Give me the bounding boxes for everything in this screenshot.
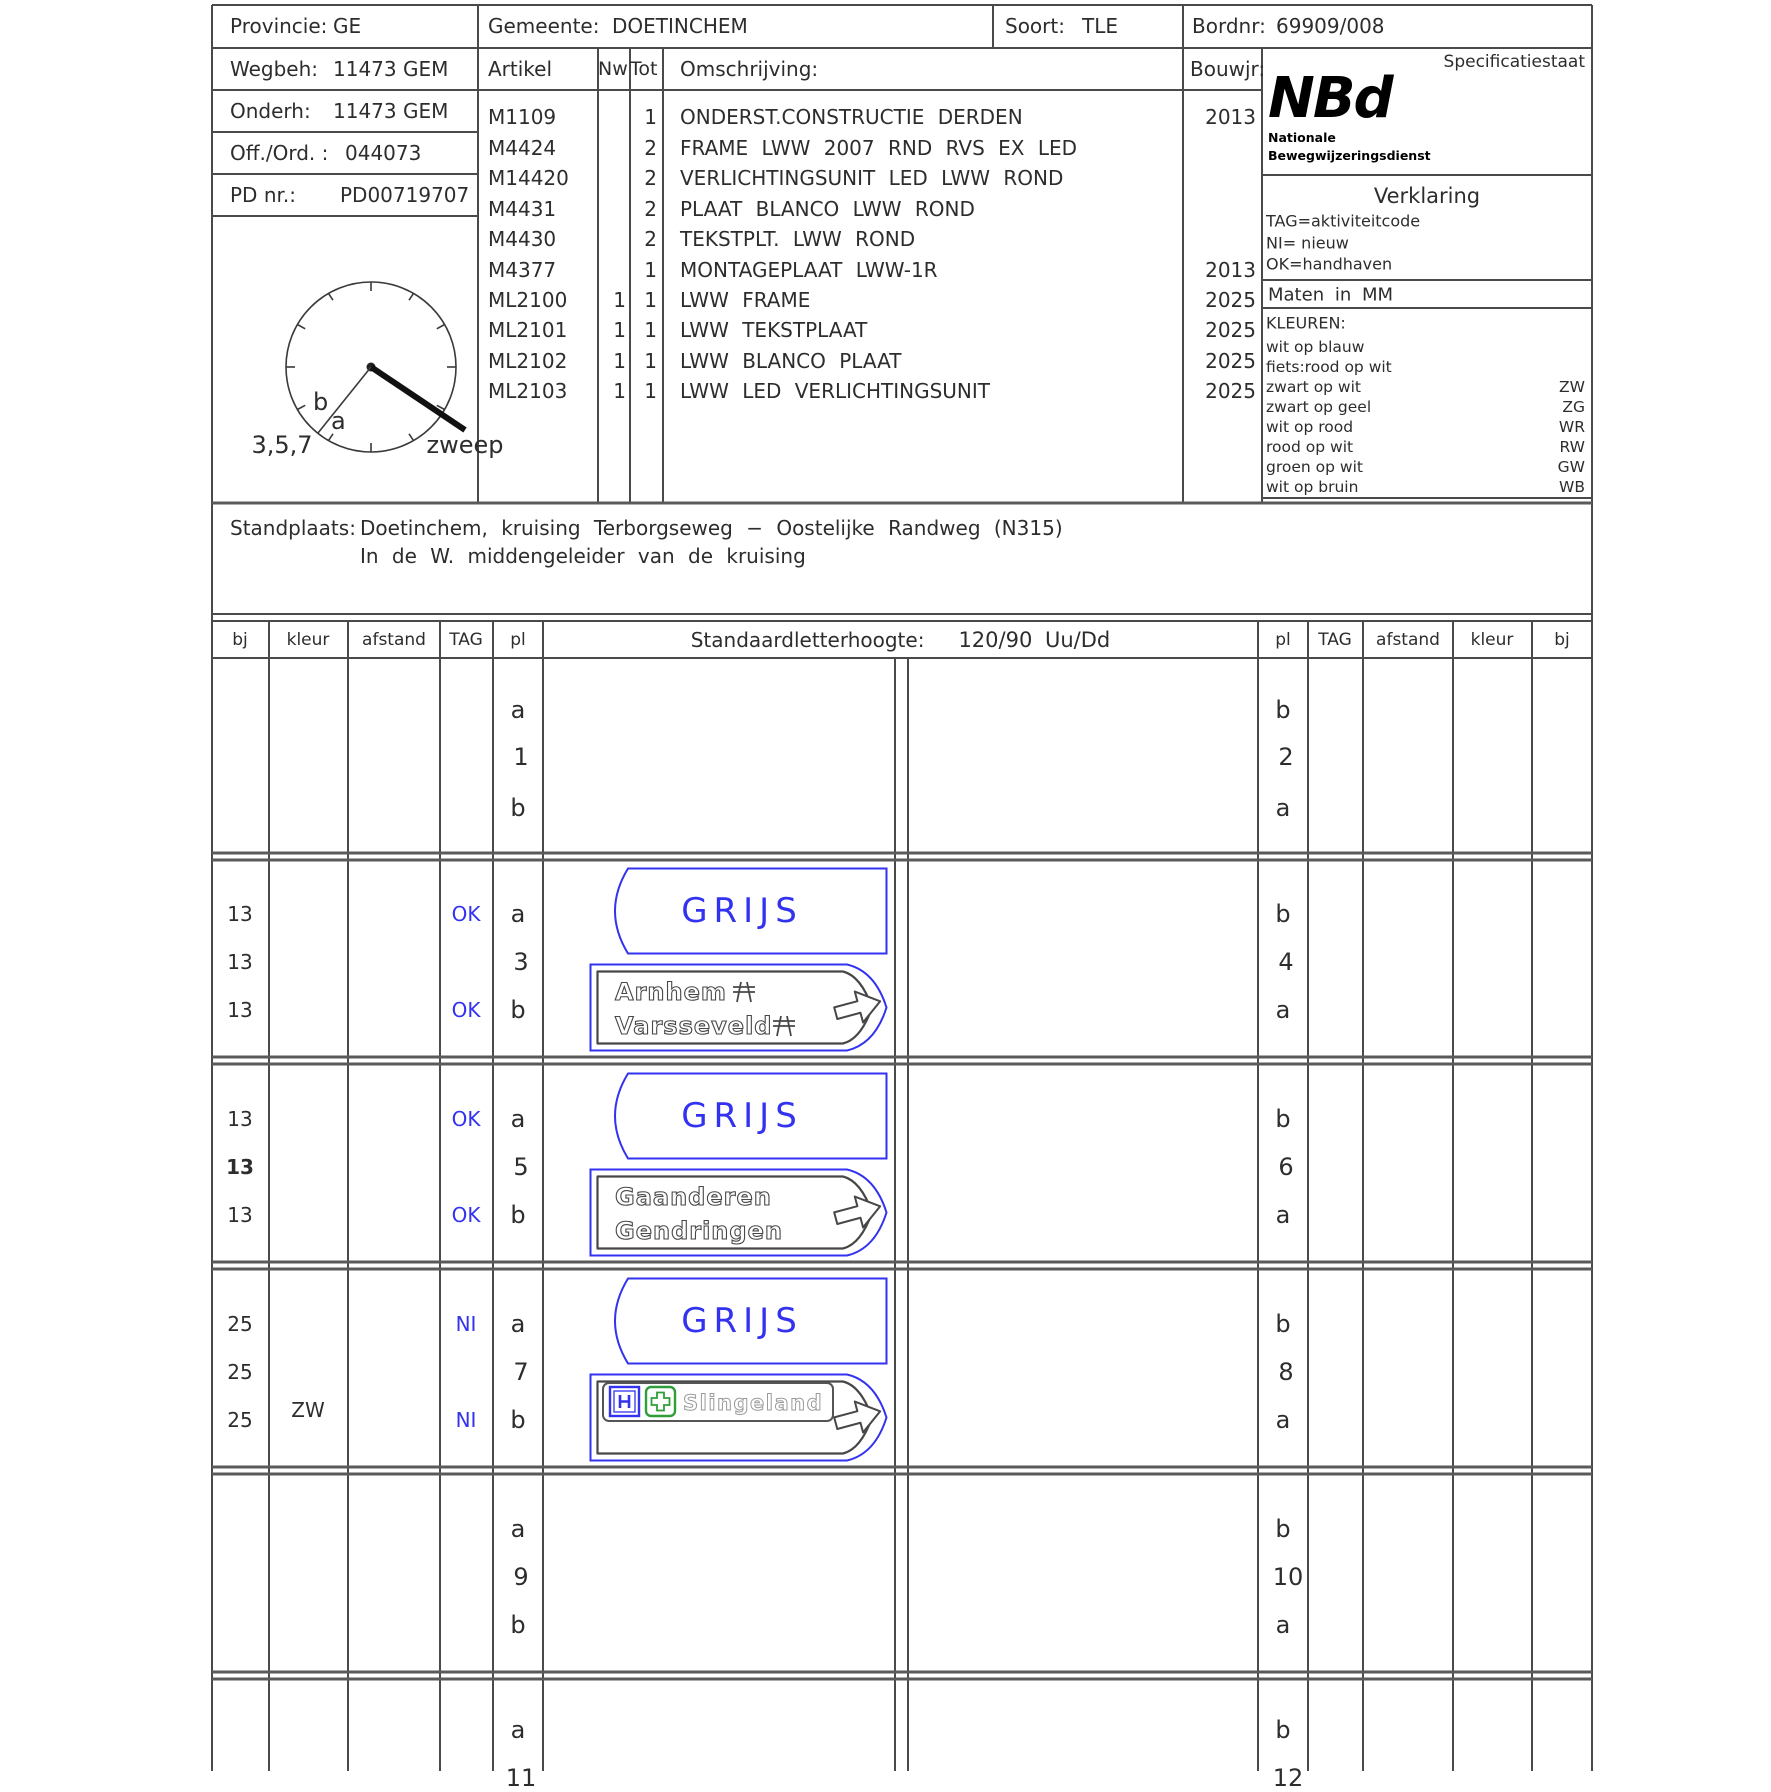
nbd-logo: NBd (1268, 66, 1392, 131)
header-bj-right: bj (1554, 630, 1570, 650)
bj-value: 13 (227, 1203, 253, 1227)
pl-value: 12 (1272, 1764, 1304, 1792)
kleur-entry: zwart op geel (1266, 398, 1372, 416)
nbd-org-line2: Bewegwijzeringsdienst (1268, 148, 1431, 163)
verklaring-line: TAG=aktiviteitcode (1266, 211, 1421, 231)
soort-value: TLE (1082, 14, 1118, 38)
tag-value: OK (451, 1203, 481, 1227)
bj-value: 25 (227, 1312, 253, 1336)
pl-value: b (1275, 696, 1291, 724)
tag-value: OK (451, 902, 481, 926)
pl-value: 8 (1278, 1358, 1294, 1386)
kleur-entry: wit op rood (1266, 418, 1354, 436)
wegbeh-label: Wegbeh: (230, 57, 319, 81)
pl-value: 7 (513, 1358, 529, 1386)
pdnr-value: PD00719707 (340, 183, 470, 207)
artikel-omschrijving: TEKSTPLT. LWW ROND (680, 227, 916, 251)
bj-value: 25 (227, 1408, 253, 1432)
destination-1: Gaanderen (615, 1183, 772, 1211)
artikel-omschrijving: LWW FRAME (680, 288, 811, 312)
clock-label-a: a (331, 407, 346, 435)
omschrijving-column-label: Omschrijving: (680, 57, 819, 81)
pl-value: b (1275, 1310, 1291, 1338)
pl-value: 1 (513, 743, 529, 771)
bj-value: 25 (227, 1360, 253, 1384)
legend-title: Specificatiestaat (1443, 52, 1585, 72)
artikel-omschrijving: FRAME LWW 2007 RND RVS EX LED (680, 136, 1078, 160)
artikel-bouwjr: 2025 (1205, 379, 1256, 403)
pl-value: b (510, 794, 526, 822)
pl-value: a (1275, 794, 1291, 822)
artikel-tot: 1 (644, 379, 657, 403)
destination-1: Slingeland (683, 1391, 824, 1415)
nw-column-label: Nw (598, 58, 628, 80)
pl-value: 9 (513, 1563, 529, 1591)
header-tag-right: TAG (1318, 630, 1352, 650)
kleur-entry: zwart op wit (1266, 378, 1361, 396)
kleur-entry: wit op bruin (1266, 478, 1359, 496)
pl-value: a (510, 696, 526, 724)
kleur-code: ZW (1559, 378, 1585, 396)
pl-value: 11 (505, 1764, 537, 1792)
clock-caption-right: zweep (426, 431, 504, 459)
pl-value: a (510, 900, 526, 928)
header-afstand-left: afstand (362, 630, 426, 650)
header-pl-left: pl (510, 630, 526, 650)
nbd-org-line1: Nationale (1268, 130, 1336, 145)
artikel-tot: 1 (644, 288, 657, 312)
header-letterhoogte (543, 628, 1258, 652)
pl-value: b (510, 1201, 526, 1229)
pl-value: b (1275, 1105, 1291, 1133)
gemeente-label: Gemeente: (488, 14, 600, 38)
pl-value: a (1275, 996, 1291, 1024)
pl-value: b (510, 1406, 526, 1434)
pl-value: a (510, 1515, 526, 1543)
destination-2: Varsseveld (615, 1012, 773, 1040)
artikel-code: ML2102 (488, 349, 568, 373)
artikel-nw: 1 (613, 318, 626, 342)
artikel-omschrijving: LWW BLANCO PLAAT (680, 349, 902, 373)
panel-color-label: GRIJS (681, 1301, 803, 1341)
artikel-bouwjr: 2025 (1205, 318, 1256, 342)
artikel-tot: 1 (644, 258, 657, 282)
artikel-omschrijving: LWW LED VERLICHTINGSUNIT (680, 379, 990, 403)
kleur-entry: groen op wit (1266, 458, 1363, 476)
artikel-code: ML2101 (488, 318, 568, 342)
letterhoogte-label: Standaardletterhoogte: (690, 628, 925, 652)
letterhoogte-value: 120/90 Uu/Dd (958, 628, 1111, 652)
artikel-omschrijving: ONDERST.CONSTRUCTIE DERDEN (680, 105, 1023, 129)
destination-1: Arnhem (615, 978, 727, 1006)
kleur-entry: fiets:rood op wit (1266, 358, 1392, 376)
provincie-label: Provincie: (230, 14, 328, 38)
artikel-tot: 2 (644, 166, 657, 190)
pl-value: 10 (1272, 1563, 1304, 1591)
kleur-code: RW (1559, 438, 1585, 456)
clock-label-b: b (313, 388, 329, 416)
bordnr-value: 69909/008 (1276, 14, 1385, 38)
destination-2: Gendringen (615, 1217, 783, 1245)
standplaats-label: Standplaats: (230, 516, 356, 540)
wegbeh-value: 11473 GEM (333, 57, 449, 81)
tag-value: OK (451, 998, 481, 1022)
artikel-tot: 2 (644, 136, 657, 160)
kleur-entry: rood op wit (1266, 438, 1354, 456)
kleur-code: ZG (1562, 398, 1585, 416)
artikel-tot: 1 (644, 318, 657, 342)
artikel-code: M4431 (488, 197, 557, 221)
pl-value: b (1275, 1716, 1291, 1744)
header-kleur-right: kleur (1470, 630, 1514, 650)
standplaats-line1: Doetinchem, kruising Terborgseweg − Oostelijke Randweg (N315) (360, 516, 1063, 540)
pl-value: 3 (513, 948, 529, 976)
grijs-panel (592, 867, 888, 955)
direction-sign (589, 1168, 888, 1257)
artikel-code: ML2103 (488, 379, 568, 403)
clock-diagram (230, 260, 510, 460)
bj-value: 13 (227, 1107, 253, 1131)
tag-value: OK (451, 1107, 481, 1131)
artikel-omschrijving: MONTAGEPLAAT LWW-1R (680, 258, 938, 282)
artikel-omschrijving: PLAAT BLANCO LWW ROND (680, 197, 975, 221)
panel-color-label: GRIJS (681, 891, 803, 931)
provincie-value: GE (333, 14, 362, 38)
pl-value: a (1275, 1611, 1291, 1639)
pl-value: b (510, 996, 526, 1024)
tot-column-label: Tot (630, 58, 658, 80)
artikel-nw: 1 (613, 349, 626, 373)
artikel-code: M4377 (488, 258, 557, 282)
kleur-code: GW (1557, 458, 1585, 476)
artikel-omschrijving: VERLICHTINGSUNIT LED LWW ROND (680, 166, 1064, 190)
artikel-bouwjr: 2025 (1205, 349, 1256, 373)
hospital-icon (610, 1387, 639, 1416)
standplaats-line2: In de W. middengeleider van de kruising (360, 544, 806, 568)
artikel-code: ML2100 (488, 288, 568, 312)
clock-hand-thick (371, 367, 465, 430)
pl-value: a (510, 1105, 526, 1133)
hospital-sign (589, 1373, 888, 1462)
artikel-nw: 1 (613, 379, 626, 403)
pl-value: 2 (1278, 743, 1294, 771)
verklaring-title: Verklaring (1373, 184, 1481, 208)
pl-value: a (1275, 1406, 1291, 1434)
kleur-code: WB (1559, 478, 1585, 496)
artikel-omschrijving: LWW TEKSTPLAAT (680, 318, 868, 342)
pl-value: b (1275, 1515, 1291, 1543)
pl-value: 6 (1278, 1153, 1294, 1181)
verklaring-line: NI= nieuw (1266, 233, 1349, 253)
header-tag-left: TAG (449, 630, 483, 650)
artikel-code: M4424 (488, 136, 557, 160)
pl-value: b (510, 1611, 526, 1639)
grijs-panel (592, 1277, 888, 1365)
artikel-code: M14420 (488, 166, 569, 190)
header-kleur-left: kleur (286, 630, 330, 650)
pl-value: a (1275, 1201, 1291, 1229)
header-afstand-right: afstand (1376, 630, 1440, 650)
artikel-tot: 2 (644, 197, 657, 221)
offord-value: 044073 (345, 141, 422, 165)
artikel-bouwjr: 2013 (1205, 105, 1256, 129)
grijs-panel (592, 1072, 888, 1160)
pl-value: a (510, 1716, 526, 1744)
tag-value: NI (455, 1408, 477, 1432)
bj-value: 13 (227, 950, 253, 974)
clock-caption-left: 3,5,7 (251, 431, 313, 459)
bj-value: 13 (227, 998, 253, 1022)
header-pl-right: pl (1275, 630, 1291, 650)
tag-value: NI (455, 1312, 477, 1336)
header-bj-left: bj (232, 630, 248, 650)
artikel-tot: 2 (644, 227, 657, 251)
kleur-entry: wit op blauw (1266, 338, 1365, 356)
bj-value: 13 (226, 1155, 254, 1179)
artikel-code: M4430 (488, 227, 557, 251)
kleur-value: ZW (291, 1398, 325, 1422)
panel-color-label: GRIJS (681, 1096, 803, 1136)
artikel-column-label: Artikel (488, 57, 553, 81)
artikel-nw: 1 (613, 288, 626, 312)
soort-label: Soort: (1005, 14, 1065, 38)
bj-value: 13 (227, 902, 253, 926)
onderh-label: Onderh: (230, 99, 311, 123)
pl-value: 4 (1278, 948, 1294, 976)
artikel-bouwjr: 2025 (1205, 288, 1256, 312)
pl-value: a (510, 1310, 526, 1338)
artikel-bouwjr: 2013 (1205, 258, 1256, 282)
artikel-tot: 1 (644, 349, 657, 373)
bordnr-label: Bordnr: (1192, 14, 1266, 38)
offord-label: Off./Ord. : (230, 141, 329, 165)
pl-value: 5 (513, 1153, 529, 1181)
pdnr-label: PD nr.: (230, 183, 296, 207)
kleuren-title: KLEUREN: (1266, 313, 1346, 333)
artikel-tot: 1 (644, 105, 657, 129)
artikel-code: M1109 (488, 105, 557, 129)
direction-sign (589, 963, 888, 1052)
onderh-value: 11473 GEM (333, 99, 449, 123)
kleur-code: WR (1558, 418, 1585, 436)
maten-note: Maten in MM (1268, 284, 1394, 306)
gemeente-value: DOETINCHEM (612, 14, 748, 38)
verklaring-line: OK=handhaven (1266, 254, 1393, 274)
pl-value: b (1275, 900, 1291, 928)
bouwjr-column-label: Bouwjr: (1190, 57, 1266, 81)
